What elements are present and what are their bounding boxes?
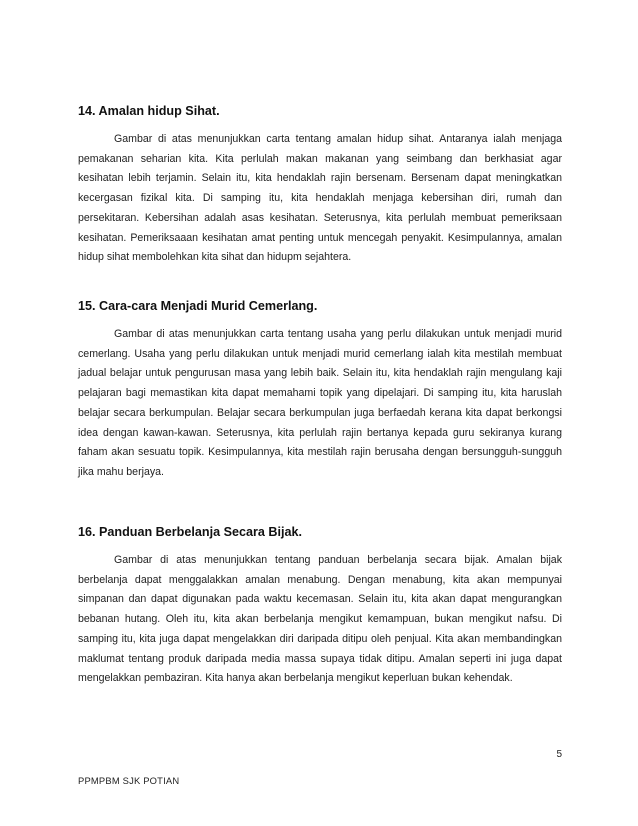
section-paragraph: Gambar di atas menunjukkan carta tentang usaha yang perlu dilakukan untuk menjadi murid cemerlang. Usaha yang perlu dilakukan untuk menjadi murid cemerlang ialah kita mestilah membuat jadual belajar untuk pengurusan masa yang lebih baik. Selain itu, kita hendaklah rajin mengulang kaji pelajaran bagi memastikan kita dapat memahami topik yang dipelajari. Di samping itu, kita haruslah belajar secara berkumpulan. Belajar secara berkumpulan juga berfaedah kerana kita dapat berkongsi idea dengan kawan-kawan. Seterusnya, kita perlulah rajin bertanya kepada guru sekiranya kurang faham akan sesuatu topik. Kesimpulannya, kita mestilah rajin berusaha dengan bersungguh-sungguh jika mahu berjaya. bbox=[78, 328, 562, 478]
section-paragraph: Gambar di atas menunjukkan tentang panduan berbelanja secara bijak. Amalan bijak berbelanja dapat menggalakkan amalan menabung. Dengan menabung, kita akan mempunyai simpanan dan dapat digunakan pada waktu kecemasan. Selain itu, kita akan dapat mengurangkan bebanan hutang. Oleh itu, kita akan berbelanja mengikut kemampuan, bukan mengikut nafsu. Di samping itu, kita juga dapat mengelakkan diri daripada ditipu oleh penjual. Kita akan membandingkan maklumat tentang produk daripada media massa supaya tidak ditipu. Amalan seperti ini juga dapat mengelakkan pembaziran. Kita hanya akan berbelanja mengikut keperluan bukan kehendak. bbox=[78, 554, 562, 685]
section-heading: 14. Amalan hidup Sihat. bbox=[78, 104, 220, 118]
section-heading: 16. Panduan Berbelanja Secara Bijak. bbox=[78, 525, 302, 539]
section-paragraph: Gambar di atas menunjukkan carta tentang amalan hidup sihat. Antaranya ialah menjaga pemakanan seharian kita. Kita perlulah makan makanan yang seimbang dan berkhasiat agar kesihatan lebih terjamin. Selain itu, kita hendaklah rajin bersenam. Bersenam dapat meningkatkan kecergasan fizikal kita. Di samping itu, kita hendaklah menjaga kebersihan diri, rumah dan persekitaran. Kebersihan adalah asas kesihatan. Seterusnya, kita perlulah membuat pemeriksaan kesihatan. Pemeriksaaan kesihatan amat penting untuk mencegah penyakit. Kesimpulannya, amalan hidup sihat membolehkan kita sihat dan hidupm sejahtera. bbox=[78, 133, 562, 264]
section-murid-cemerlang bbox=[78, 298, 562, 483]
page-footer: PPMPBM SJK POTIAN bbox=[78, 775, 180, 786]
section-berbelanja-bijak bbox=[78, 524, 562, 689]
section-heading: 15. Cara-cara Menjadi Murid Cemerlang. bbox=[78, 299, 318, 313]
page-number: 5 bbox=[556, 749, 562, 760]
section-amalan-hidup-sihat bbox=[78, 103, 562, 268]
